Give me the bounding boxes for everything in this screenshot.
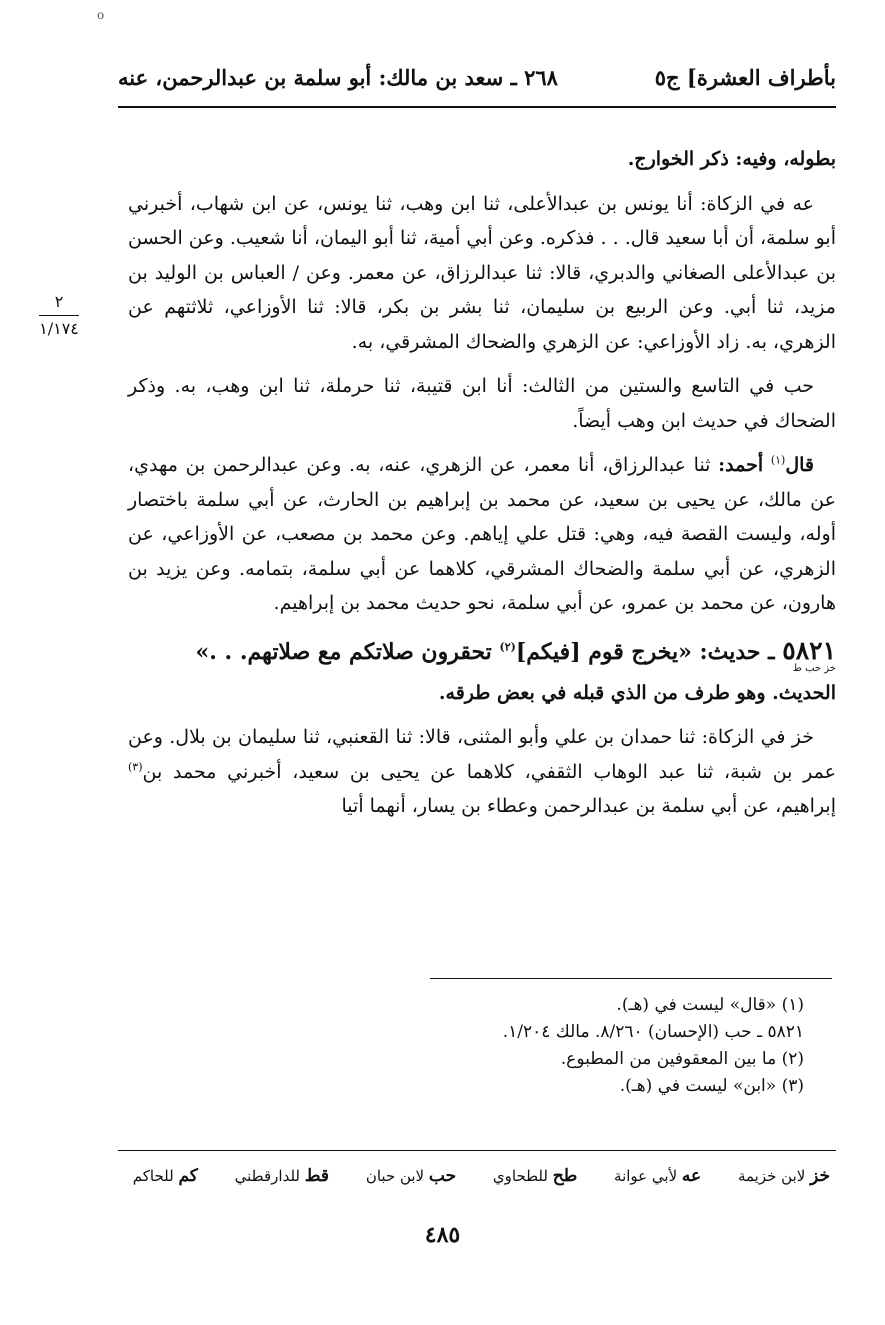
footnote-ref-1: (١) bbox=[770, 453, 786, 467]
legend-item bbox=[722, 1167, 830, 1185]
legend-code: قط bbox=[304, 1166, 330, 1186]
main-text bbox=[128, 142, 836, 834]
paragraph-ahmad-text: ثنا عبدالرزاق، أنا معمر، عن الزهري، عنه، به. وعن عبدالرحمن بن مهدي، عن مالك، عن يحيى بن سعيد، عن محمد بن إبراهيم بن الحارث، عن أبي سلمة باختصار أوله، وليست القصة فيه، وهي: قتل علي إياهم. وعن محمد بن مصعب، عن الأوزاعي، عن الزهري، عن أبي سلمة والضحاك المشرقي، كلاهما عن أبي سلمة، بتمامه. وعن يزيد بن هارون، عن محمد بن عمرو، عن أبي سلمة، نحو حديث محمد بن إبراهيم. bbox=[128, 454, 836, 614]
legend-desc: لابن حبان bbox=[365, 1167, 425, 1185]
footnote-3: (٣) «ابن» ليست في (هـ). bbox=[619, 1076, 804, 1096]
paragraph-intro: بطوله، وفيه: ذكر الخوارج. bbox=[627, 148, 836, 170]
margin-ref-top: ٢ bbox=[54, 292, 64, 311]
legend-code: حب bbox=[428, 1166, 457, 1186]
legend-item bbox=[219, 1167, 329, 1185]
legend-desc: للدارقطني bbox=[234, 1167, 300, 1185]
legend-desc: للطحاوي bbox=[492, 1167, 548, 1185]
hadith-line2: الحديث. وهو طرف من الذي قبله في بعض طرقه. bbox=[438, 681, 836, 704]
header-book-title: بأطراف العشرة] ج٥ bbox=[654, 65, 836, 90]
footnote-hadith-ref: ٥٨٢١ ـ حب (الإحسان) ٨/٢٦٠. مالك ١/٢٠٤. bbox=[502, 1022, 804, 1042]
abbreviation-legend bbox=[118, 1166, 830, 1186]
paragraph-ah-text: عه في الزكاة: أنا يونس بن عبدالأعلى، ثنا ابن وهب، ثنا يونس، عن ابن شهاب، أخبرني أبو سلمة، أن أبا سعيد قال. . . فذكره. وعن أبي أمية، ثنا أبو اليمان، أنا شعيب. وعن الحسن بن عبدالأعلى الصغاني والدبري، قالا: ثنا عبدالرزاق، عن معمر. وعن / العباس بن الوليد بن مزيد، ثنا أبي. وعن الربيع بن سليمان، ثنا بشر بن بكر، قالا: ثنا الأوزاعي، ثلاثتهم عن الزهري، به. زاد الأوزاعي: عن الزهري والضحاك المشرقي، به. bbox=[128, 192, 836, 353]
running-header bbox=[118, 58, 836, 98]
footnotes bbox=[128, 992, 804, 1100]
paragraph-ahmad bbox=[128, 448, 836, 621]
legend-divider bbox=[118, 1150, 836, 1151]
header-section-title: ٢٦٨ ـ سعد بن مالك: أبو سلمة بن عبدالرحمن، عنه bbox=[118, 65, 558, 90]
footnote-divider bbox=[430, 978, 832, 979]
margin-reference bbox=[35, 292, 83, 339]
paragraph-khz-text: خز في الزكاة: ثنا حمدان بن علي وأبو المثنى، قالا: ثنا القعنبي، ثنا سليمان بن بلال. وعن عمر بن شبة، ثنا عبد الوهاب الثقفي، كلاهما عن يحيى بن سعيد، أخبرني محمد بن bbox=[128, 726, 836, 783]
footnote-ref-2: (٢) bbox=[499, 640, 516, 654]
page-number: ٤٨٥ bbox=[424, 1222, 461, 1248]
corner-mark: o bbox=[97, 8, 105, 22]
qala-word: قال bbox=[785, 454, 815, 476]
legend-code: خز bbox=[810, 1166, 830, 1186]
legend-desc: للحاكم bbox=[132, 1167, 174, 1185]
legend-code: عه bbox=[681, 1166, 702, 1186]
legend-item bbox=[477, 1167, 577, 1185]
paragraph-ah bbox=[128, 187, 836, 360]
legend-item bbox=[598, 1167, 701, 1185]
footnote-1: (١) «قال» ليست في (هـ). bbox=[616, 995, 804, 1015]
paragraph-hb bbox=[128, 369, 836, 438]
footnote-2: (٢) ما بين المعقوفين من المطبوع. bbox=[560, 1049, 804, 1069]
footnote-ref-3: (٣) bbox=[128, 760, 143, 774]
source-marks: خز حب ط bbox=[792, 662, 836, 674]
header-divider bbox=[118, 106, 836, 108]
legend-desc: لأبي عوانة bbox=[614, 1167, 678, 1185]
legend-code: كم bbox=[178, 1166, 198, 1186]
legend-code: طح bbox=[552, 1166, 578, 1186]
paragraph-khz bbox=[128, 720, 836, 824]
ahmad-name: أحمد bbox=[725, 454, 764, 476]
ahmad-colon: : bbox=[718, 454, 726, 476]
margin-ref-divider bbox=[39, 315, 79, 316]
legend-item bbox=[350, 1167, 456, 1185]
paragraph-hb-text: حب في التاسع والستين من الثالث: أنا ابن قتيبة، ثنا حرملة، ثنا ابن وهب، به. وذكر الضحاك في حديث ابن وهب أيضاً. bbox=[128, 375, 836, 432]
hadith-heading bbox=[128, 631, 836, 672]
legend-desc: لابن خزيمة bbox=[737, 1167, 806, 1185]
hadith-label: ـ حديث: «يخرج قوم [فيكم] bbox=[515, 638, 775, 665]
legend-item bbox=[117, 1167, 198, 1185]
paragraph-khz-tail: إبراهيم، عن أبي سلمة بن عبدالرحمن وعطاء بن يسار، أنهما أتيا bbox=[341, 795, 836, 817]
margin-ref-bottom: ١/١٧٤ bbox=[39, 319, 79, 338]
hadith-number: ٥٨٢١ bbox=[782, 635, 836, 665]
hadith-text: تحقرون صلاتكم مع صلاتهم. . .» bbox=[195, 638, 492, 665]
